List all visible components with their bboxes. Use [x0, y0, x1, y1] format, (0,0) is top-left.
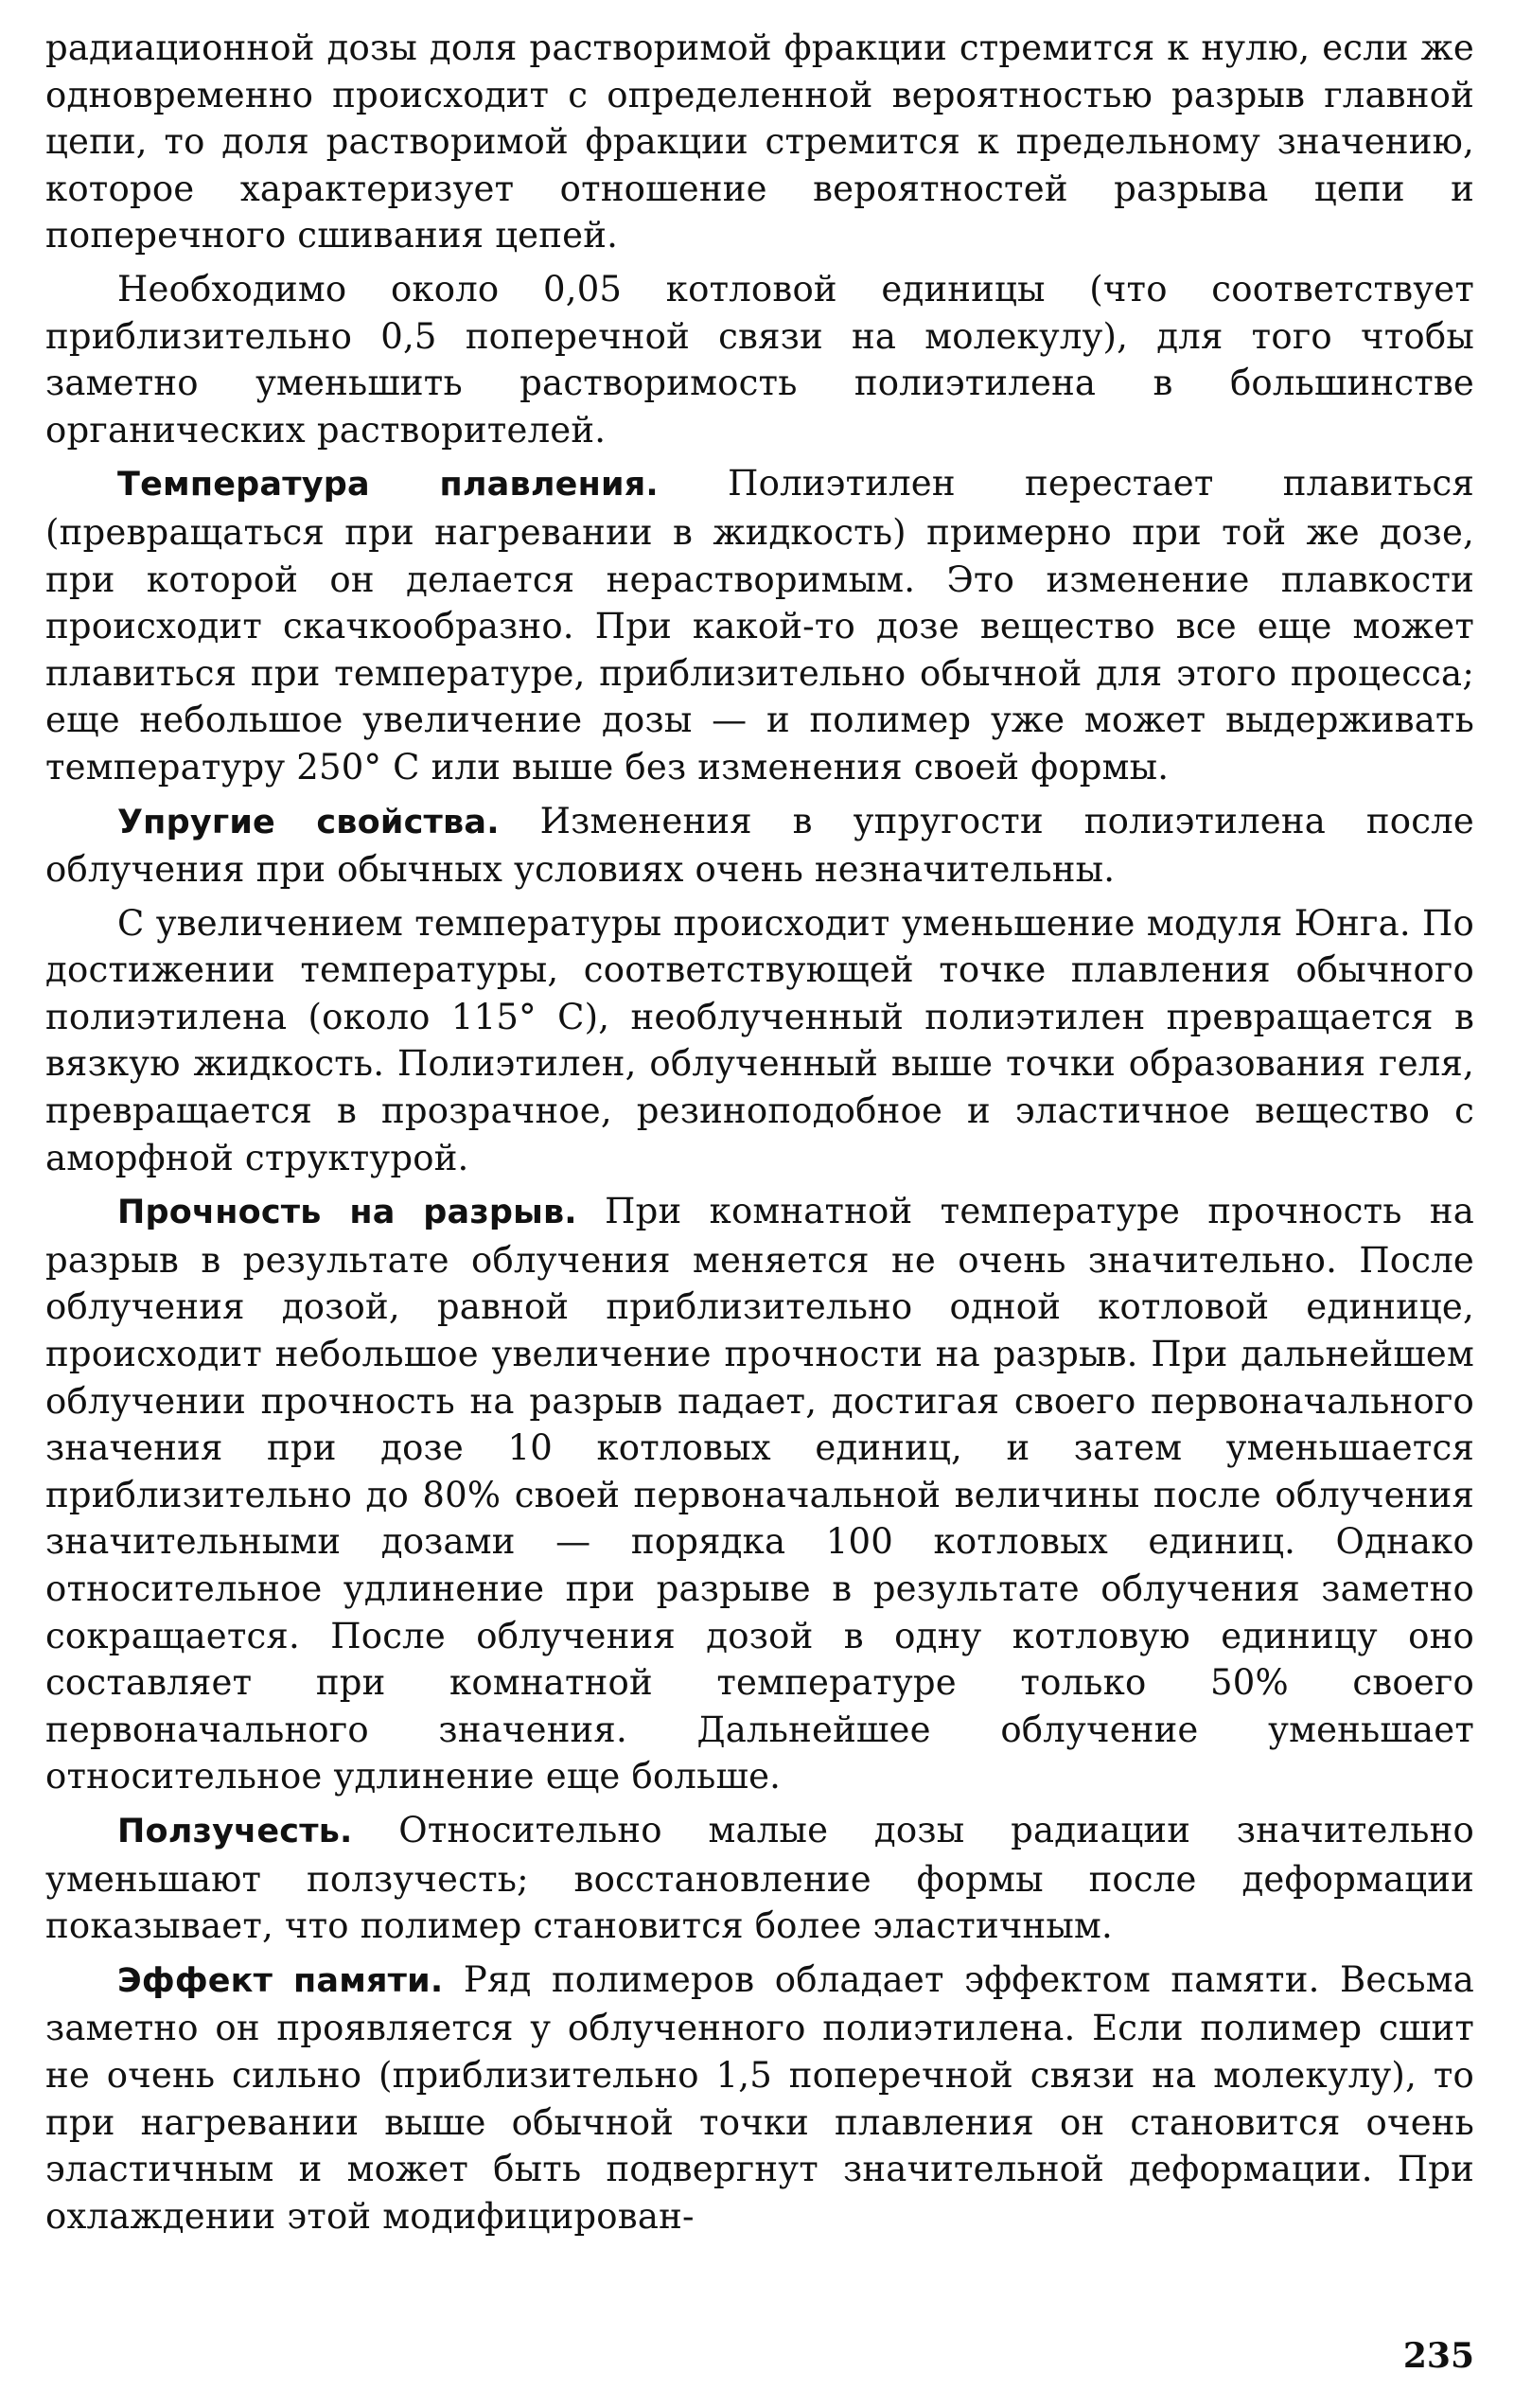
paragraph-text: С увеличением температуры происходит уменьшение модуля Юнга. По достижении температуры, соответствующей точке плавления обычного полиэтилена (около 115° С), необлученный полиэтилен превращается в вязкую жидкость. Полиэтилен, облученный выше точки образования геля, превращается в прозрачное, резиноподобное и эластичное вещество с аморфной структурой. — [45, 902, 1474, 1178]
paragraph-continuation — [45, 25, 1474, 259]
section-heading-elastic-properties: Упругие свойства. — [117, 803, 500, 841]
paragraph-young-modulus — [45, 900, 1474, 1182]
paragraph-text: Полиэтилен перестает плавиться (превращаться при нагревании в жидкость) примерно при той же дозе, при которой он делается нерастворимым. Это изменение плавкости происходит скачкообразно. При какой-то дозе вещество все еще может плавиться при температуре, приблизительно обычной для этого процесса; еще небольшое увеличение дозы — и полимер уже может выдерживать температуру 250° С или выше без изменения своей формы. — [45, 463, 1474, 788]
section-heading-creep: Ползучесть. — [117, 1812, 353, 1850]
section-heading-memory-effect: Эффект памяти. — [117, 1961, 444, 2000]
paragraph-melting-temperature — [45, 460, 1474, 790]
paragraph-text: радиационной дозы доля растворимой фракции стремится к нулю, если же одновременно происходит с определенной вероятностью разрыв главной цепи, то доля растворимой фракции стремится к предельному значению, которое характеризует отношение вероятностей разрыва цепи и поперечного сшивания цепей. — [45, 27, 1474, 257]
paragraph-tensile-strength — [45, 1188, 1474, 1800]
paragraph-text: Ряд полимеров обладает эффектом памяти. Весьма заметно он проявляется у облученного полиэтилена. Если полимер сшит не очень сильно (приблизительно 1,5 поперечной связи на молекулу), то при нагревании выше обычной точки плавления он становится очень эластичным и может быть подвергнут значительной деформации. При охлаждении этой модифицирован- — [45, 1958, 1474, 2237]
section-heading-melting-temperature: Температура плавления. — [117, 466, 659, 505]
page-number: 235 — [1402, 2336, 1474, 2376]
paragraph-creep — [45, 1807, 1474, 1950]
paragraph-text: Изменения в упругости полиэтилена после облучения при обычных условиях очень незначительны. — [45, 800, 1474, 891]
paragraph-memory-effect — [45, 1956, 1474, 2240]
paragraph-elastic-properties — [45, 798, 1474, 894]
paragraph-text: При комнатной температуре прочность на разрыв в результате облучения меняется не очень значительно. После облучения дозой, равной приблизительно одной котловой единице, происходит небольшое увеличение прочности на разрыв. При дальнейшем облучении прочность на разрыв падает, достигая своего первоначального значения при дозе 10 котловых единиц, и затем уменьшается приблизительно до 80% своей первоначальной величины после облучения значительными дозами — порядка 100 котловых единиц. Однако относительное удлинение при разрыве в результате облучения заметно сокращается. После облучения дозой в одну котловую единицу оно составляет при комнатной температуре только 50% своего первоначального значения. Дальнейшее облучение уменьшает относительное удлинение еще больше. — [45, 1191, 1474, 1797]
section-heading-tensile-strength: Прочность на разрыв. — [117, 1194, 577, 1232]
paragraph-text: Необходимо около 0,05 котловой единицы (что соответствует приблизительно 0,5 поперечной связи на молекулу), для того чтобы заметно уменьшить растворимость полиэтилена в большинстве органических растворителей. — [45, 268, 1474, 451]
page-body — [45, 25, 1474, 2246]
paragraph-kotlovaya-edinitsa — [45, 266, 1474, 453]
paragraph-text: Относительно малые дозы радиации значительно уменьшают ползучесть; восстановление формы после деформации показывает, что полимер становится более эластичным. — [45, 1809, 1474, 1947]
